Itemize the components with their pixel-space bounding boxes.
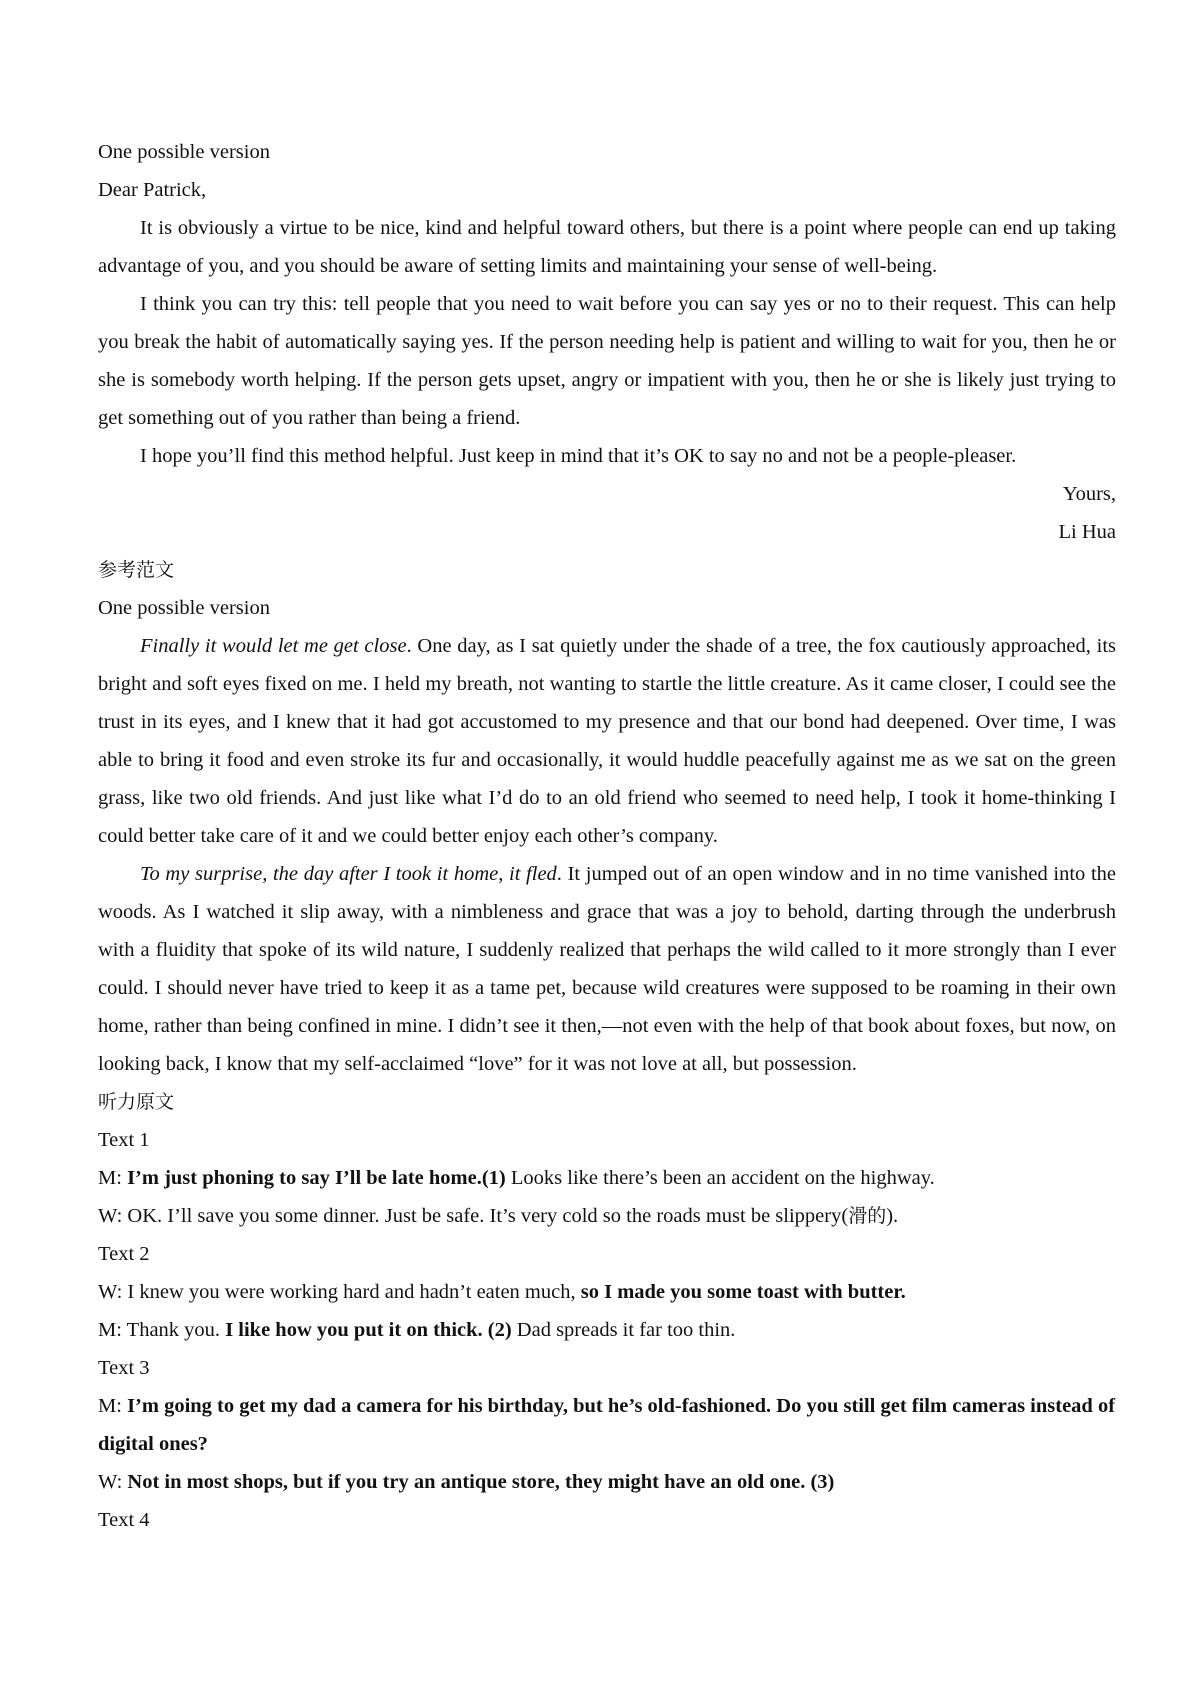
story-paragraph-2-body: It jumped out of an open window and in no time vanished into the woods. As I watched it slip away, with a nimbleness and grace that was a joy to behold, darting through the underbrush with a fluidity that spoke of its wild nature, I suddenly realized that perhaps the wild called to it more strongly than I ever could. I should never have tried to keep it as a tame pet, because wild creatures were supposed to be roaming in their own home, rather than being confined in mine. I didn’t see it then,—not even with the help of that book about foxes, but now, on looking back, I know that my self-acclaimed “love” for it was not love at all, but possession. <box>98 863 1116 1075</box>
story-paragraph-2 <box>98 855 1116 1083</box>
letter-heading: One possible version <box>98 141 270 163</box>
text2-man-bold: I like how you put it on thick. (2) <box>225 1319 512 1341</box>
text3-man-bold: I’m going to get my dad a camera for his birthday, but he’s old-fashioned. Do you still get film cameras instead of digital ones? <box>98 1395 1116 1455</box>
text1-woman-end: ). <box>886 1205 899 1227</box>
text1-woman-gloss: 滑的 <box>848 1205 887 1227</box>
story-section-title: 参考范文 <box>98 559 175 581</box>
text1-woman-line <box>98 1197 1116 1235</box>
text3-woman-prefix: W: <box>98 1471 128 1493</box>
story-paragraph-1-lead-punct: . <box>406 635 412 657</box>
letter-closing: Yours, <box>1062 483 1116 505</box>
text3-man-line <box>98 1387 1116 1463</box>
text2-woman-bold: so I made you some toast with butter. <box>580 1281 906 1303</box>
text4-label: Text 4 <box>98 1509 150 1531</box>
text2-woman-line <box>98 1273 1116 1311</box>
document-content <box>98 133 1116 1539</box>
letter-paragraph-2: I think you can try this: tell people that you need to wait before you can say yes or no to their request. This can help you break the habit of automatically saying yes. If the person needing help is patient and willing to wait for you, then he or she is somebody worth helping. If the person gets upset, angry or impatient with you, then he or she is likely just trying to get something out of you rather than being a friend. <box>98 293 1116 429</box>
text3-man-prefix: M: <box>98 1395 128 1417</box>
letter-salutation: Dear Patrick, <box>98 179 207 201</box>
text2-woman-text: W: I knew you were working hard and hadn’t eaten much, <box>98 1281 581 1303</box>
text2-man-rest: Dad spreads it far too thin. <box>511 1319 736 1341</box>
listening-section-title: 听力原文 <box>98 1091 175 1113</box>
story-heading: One possible version <box>98 597 270 619</box>
text2-label: Text 2 <box>98 1243 150 1265</box>
text1-label: Text 1 <box>98 1129 150 1151</box>
text1-man-prefix: M: <box>98 1167 128 1189</box>
text1-man-rest: Looks like there’s been an accident on the highway. <box>505 1167 935 1189</box>
story-paragraph-1-body: One day, as I sat quietly under the shade of a tree, the fox cautiously approached, its bright and soft eyes fixed on me. I held my breath, not wanting to startle the little creature. As it came closer, I could see the trust in its eyes, and I knew that it had got accustomed to my presence and that our bond had deepened. Over time, I was able to bring it food and even stroke its fur and occasionally, it would huddle peacefully against me as we sat on the green grass, like two old friends. And just like what I’d do to an old friend who seemed to need help, I took it home-thinking I could better take care of it and we could better enjoy each other’s company. <box>98 635 1116 847</box>
text3-woman-bold: Not in most shops, but if you try an antique store, they might have an old one. (3) <box>127 1471 835 1493</box>
letter-signature: Li Hua <box>1058 521 1116 543</box>
text1-man-line <box>98 1159 1116 1197</box>
letter-paragraph-1: It is obviously a virtue to be nice, kind and helpful toward others, but there is a point where people can end up taking advantage of you, and you should be aware of setting limits and maintaining your sense of well-being. <box>98 217 1116 277</box>
text3-label: Text 3 <box>98 1357 150 1379</box>
text1-woman-text: W: OK. I’ll save you some dinner. Just be safe. It’s very cold so the roads must be slippery( <box>98 1205 849 1227</box>
story-paragraph-2-lead: To my surprise, the day after I took it home, it fled <box>140 863 557 885</box>
text1-man-bold: I’m just phoning to say I’ll be late home.(1) <box>127 1167 506 1189</box>
text2-man-prefix: M: Thank you. <box>98 1319 226 1341</box>
text3-woman-line <box>98 1463 1116 1501</box>
text2-man-line <box>98 1311 1116 1349</box>
letter-paragraph-3: I hope you’ll find this method helpful. Just keep in mind that it’s OK to say no and not be a people-pleaser. <box>140 445 1017 467</box>
story-paragraph-1-lead: Finally it would let me get close <box>140 635 407 657</box>
story-paragraph-2-lead-punct: . <box>556 863 562 885</box>
story-paragraph-1 <box>98 627 1116 855</box>
